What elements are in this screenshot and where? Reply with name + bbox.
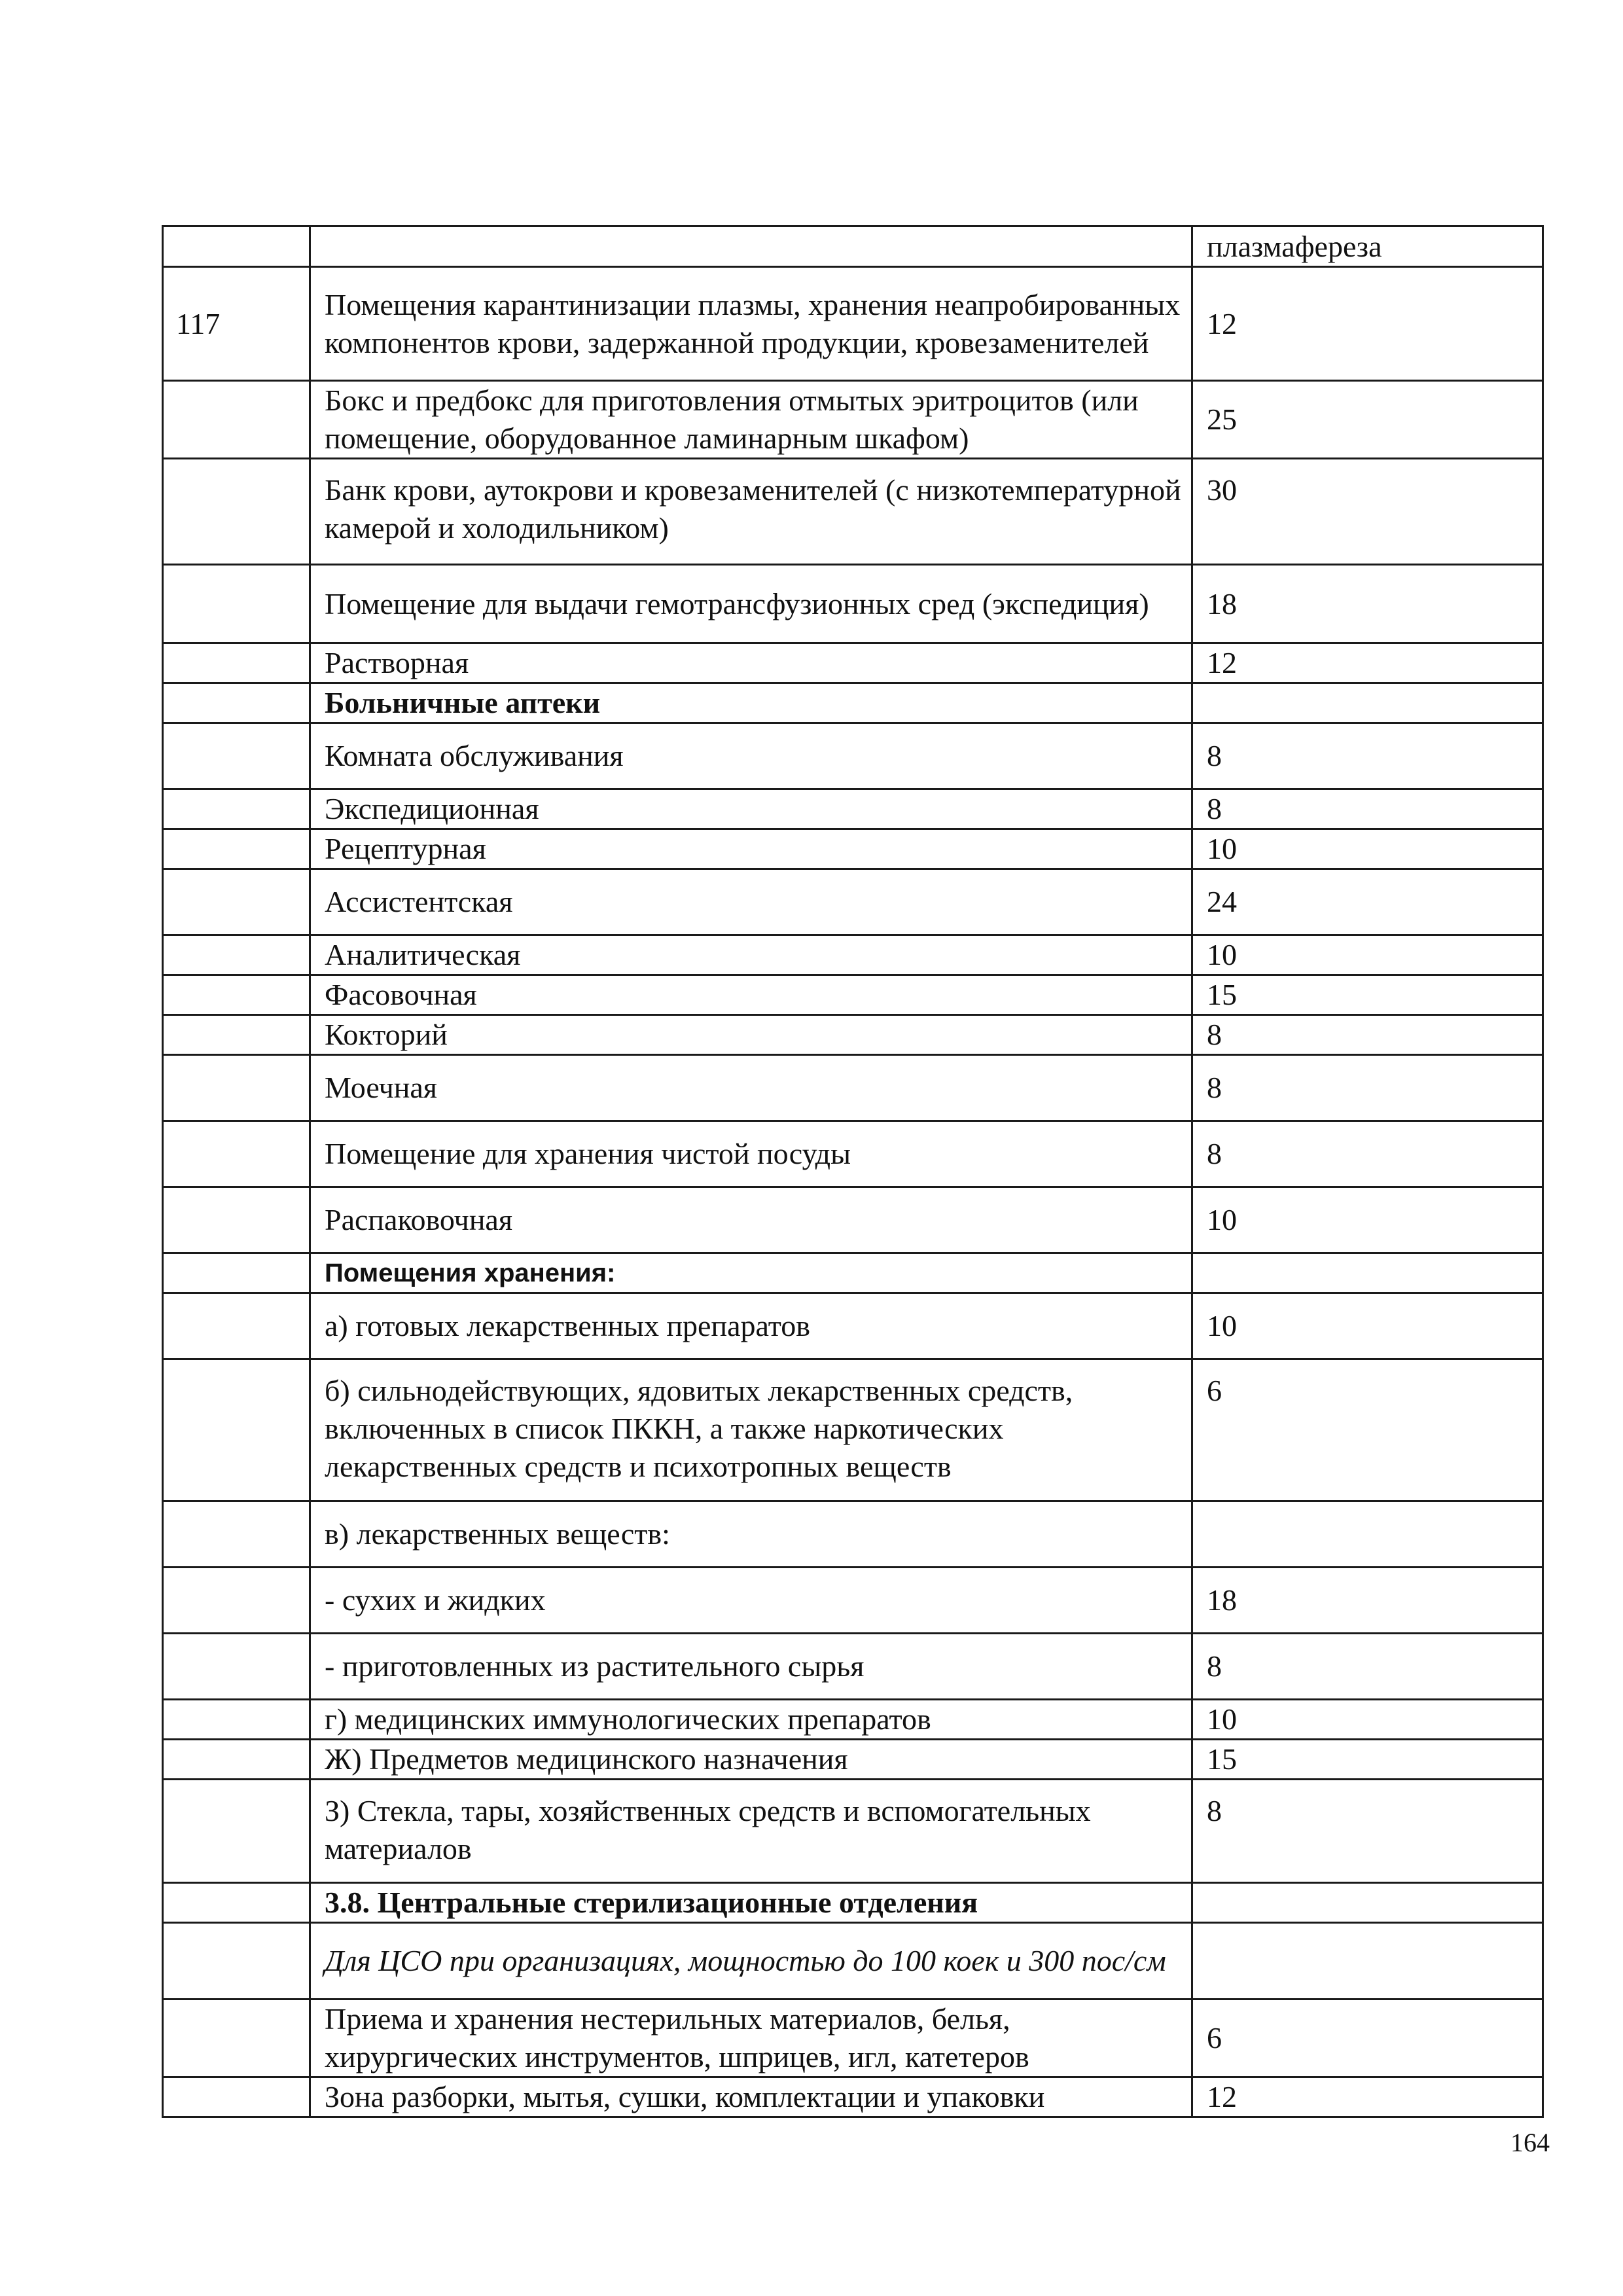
room-area: 8 [1192,1634,1543,1700]
table-row [163,565,1543,643]
room-name: б) сильнодействующих, ядовитых лекарственных средств, включенных в список ПККН, а также наркотических лекарственных средств и психотропных веществ [310,1359,1192,1501]
row-number [163,643,310,683]
row-number [163,1293,310,1359]
row-number [163,2077,310,2117]
section-row [163,1923,1543,2000]
row-number [163,1121,310,1187]
table-row [163,459,1543,565]
row-number [163,565,310,643]
room-area: плазмафереза [1192,226,1543,267]
table-row [163,1501,1543,1568]
section-heading: 3.8. Центральные стерилизационные отделения [310,1883,1192,1923]
room-name: Ж) Предметов медицинского назначения [310,1740,1192,1780]
room-area: 12 [1192,2077,1543,2117]
row-number [163,1055,310,1121]
room-name: Рецептурная [310,829,1192,869]
room-name: - приготовленных из растительного сырья [310,1634,1192,1700]
room-name: Банк крови, аутокрови и кровезаменителей (с низкотемпературной камерой и холодильником) [310,459,1192,565]
room-area [1192,1501,1543,1568]
row-number [163,2000,310,2077]
row-number [163,975,310,1015]
table-row [163,2000,1543,2077]
room-area: 8 [1192,789,1543,829]
room-name: З) Стекла, тары, хозяйственных средств и вспомогательных материалов [310,1780,1192,1883]
row-number [163,1780,310,1883]
row-number [163,1015,310,1055]
room-name: Аналитическая [310,935,1192,975]
table-row [163,1015,1543,1055]
room-area: 8 [1192,1055,1543,1121]
room-area [1192,1923,1543,2000]
room-area: 8 [1192,723,1543,789]
room-area: 10 [1192,935,1543,975]
table-row [163,1700,1543,1740]
table-row [163,1780,1543,1883]
table-row [163,267,1543,381]
room-name: - сухих и жидких [310,1568,1192,1634]
room-name: Приема и хранения нестерильных материалов, белья, хирургических инструментов, шприцев, игл, катетеров [310,2000,1192,2077]
row-number [163,935,310,975]
table-row [163,1568,1543,1634]
room-name: в) лекарственных веществ: [310,1501,1192,1568]
room-name: Распаковочная [310,1187,1192,1253]
row-number [163,1923,310,2000]
row-number [163,1568,310,1634]
room-name: Ассистентская [310,869,1192,935]
row-number [163,829,310,869]
row-number [163,1634,310,1700]
row-number [163,1883,310,1923]
table-row [163,1187,1543,1253]
room-name: а) готовых лекарственных препаратов [310,1293,1192,1359]
section-row [163,683,1543,723]
table-row [163,1359,1543,1501]
table-row [163,975,1543,1015]
room-area [1192,1253,1543,1293]
room-area: 25 [1192,381,1543,459]
room-area: 10 [1192,1700,1543,1740]
table-row [163,1055,1543,1121]
table-row [163,935,1543,975]
table-row [163,226,1543,267]
table-row [163,789,1543,829]
row-number [163,789,310,829]
room-area: 6 [1192,1359,1543,1501]
subsection-note: Для ЦСО при организациях, мощностью до 100 коек и 300 пос/см [310,1923,1192,2000]
room-name: Зона разборки, мытья, сушки, комплектации и упаковки [310,2077,1192,2117]
room-area: 30 [1192,459,1543,565]
table-row [163,381,1543,459]
section-heading: Помещения хранения: [310,1253,1192,1293]
row-number [163,723,310,789]
room-area: 8 [1192,1015,1543,1055]
room-area: 24 [1192,869,1543,935]
row-number: 117 [163,267,310,381]
table-row [163,1634,1543,1700]
row-number [163,459,310,565]
room-area [1192,683,1543,723]
room-area: 10 [1192,829,1543,869]
row-number [163,1700,310,1740]
room-name: Бокс и предбокс для приготовления отмытых эритроцитов (или помещение, оборудованное ламинарным шкафом) [310,381,1192,459]
table-row [163,643,1543,683]
row-number [163,381,310,459]
section-row [163,1253,1543,1293]
room-area: 15 [1192,1740,1543,1780]
room-area: 8 [1192,1780,1543,1883]
table-row [163,1740,1543,1780]
room-area: 18 [1192,1568,1543,1634]
room-name: г) медицинских иммунологических препаратов [310,1700,1192,1740]
room-name: Помещение для хранения чистой посуды [310,1121,1192,1187]
row-number [163,1187,310,1253]
section-row [163,1883,1543,1923]
room-area [1192,1883,1543,1923]
table-row [163,869,1543,935]
room-name: Помещения карантинизации плазмы, хранения неапробированных компонентов крови, задержанной продукции, кровезаменителей [310,267,1192,381]
room-area: 12 [1192,643,1543,683]
room-name [310,226,1192,267]
row-number [163,226,310,267]
row-number [163,1253,310,1293]
room-name: Экспедиционная [310,789,1192,829]
row-number [163,1740,310,1780]
rooms-table [162,225,1544,2118]
room-area: 10 [1192,1293,1543,1359]
page-number: 164 [1510,2128,1550,2157]
room-name: Комната обслуживания [310,723,1192,789]
table-row [163,1121,1543,1187]
room-area: 8 [1192,1121,1543,1187]
table-row [163,2077,1543,2117]
room-name: Помещение для выдачи гемотрансфузионных сред (экспедиция) [310,565,1192,643]
room-name: Растворная [310,643,1192,683]
room-name: Моечная [310,1055,1192,1121]
room-name: Фасовочная [310,975,1192,1015]
row-number [163,1359,310,1501]
row-number [163,683,310,723]
room-name: Кокторий [310,1015,1192,1055]
room-area: 12 [1192,267,1543,381]
row-number [163,1501,310,1568]
table-row [163,1293,1543,1359]
table-row [163,723,1543,789]
row-number [163,869,310,935]
room-area: 10 [1192,1187,1543,1253]
room-area: 6 [1192,2000,1543,2077]
table-row [163,829,1543,869]
room-area: 15 [1192,975,1543,1015]
room-area: 18 [1192,565,1543,643]
section-heading: Больничные аптеки [310,683,1192,723]
